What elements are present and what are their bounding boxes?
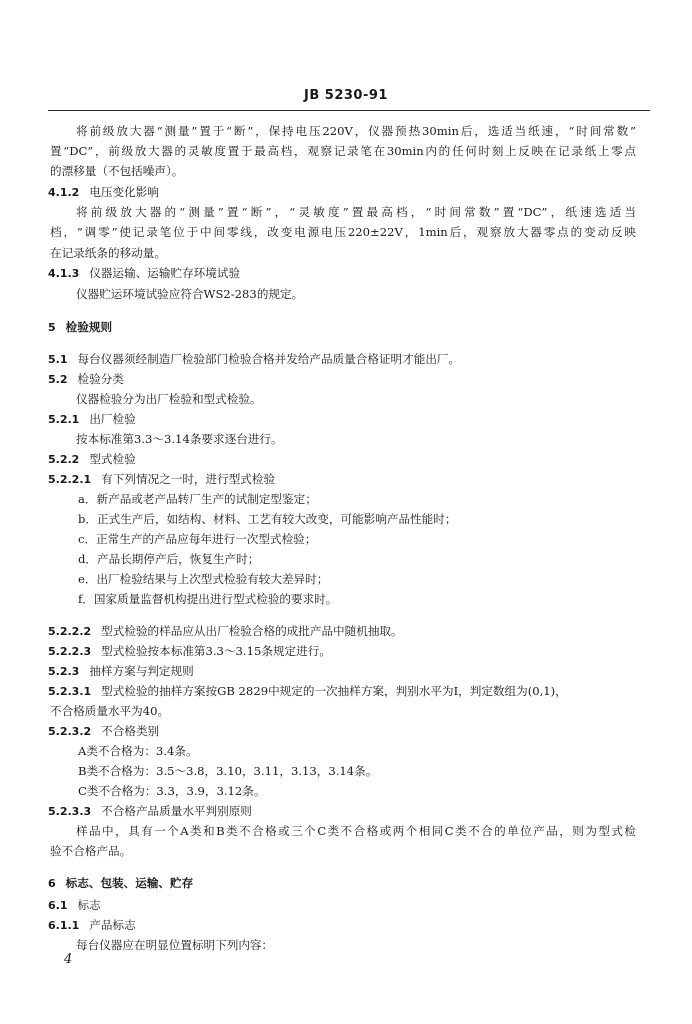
section-title: 出厂检验	[89, 412, 136, 426]
section-5-2-3-1	[48, 682, 650, 701]
section-title: 检验分类	[77, 372, 124, 386]
page-number: 4	[64, 952, 73, 967]
section-5-2	[48, 370, 650, 389]
header-rule	[48, 110, 650, 111]
section-5-2-2-3	[48, 642, 650, 661]
section-number: 6.1.1	[48, 919, 80, 932]
section-number: 6	[48, 877, 56, 890]
list-item: e．出厂检验结果与上次型式检验有较大差异时；	[78, 572, 329, 586]
section-6	[48, 874, 650, 893]
section-number: 5.1	[48, 353, 68, 366]
section-title: 型式检验	[89, 452, 136, 466]
section-number: 4.1.2	[48, 186, 80, 199]
paragraph-line: 样品中，具有一个A类和B类不合格或三个C类不合格或两个相同C类不合的单位产品，则为型式检	[76, 824, 636, 838]
section-6-1	[48, 896, 650, 915]
paragraph-line: 将前级放大器的“测量”置“断”，“灵敏度”置最高档，“时间常数”置“DC”，纸速选适当	[76, 205, 636, 219]
section-5-2-2-1	[48, 470, 650, 489]
list-item: b．正式生产后，如结构、材料、工艺有较大改变，可能影响产品性能时；	[78, 512, 457, 526]
section-5-2-2	[48, 450, 650, 469]
section-number: 5.2.1	[48, 413, 80, 426]
section-number: 5.2.3.3	[48, 805, 92, 818]
section-5-2-3-3	[48, 802, 650, 821]
class-c-line: C类不合格为：3.3，3.9，3.12条。	[78, 784, 266, 798]
section-number: 6.1	[48, 899, 68, 912]
section-number: 5.2	[48, 373, 68, 386]
section-title: 电压变化影响	[89, 185, 159, 199]
section-number: 5.2.2.2	[48, 625, 92, 638]
page-header: JB 5230-91	[304, 88, 388, 103]
section-5-1	[48, 350, 650, 369]
section-4-1-2	[48, 183, 650, 202]
paragraph-line: 仪器贮运环境试验应符合WS2-283的规定。	[76, 287, 304, 301]
list-item: c．正常生产的产品应每年进行一次型式检验；	[78, 532, 317, 546]
section-number: 5.2.2.1	[48, 473, 92, 486]
paragraph-line: 置“DC”，前级放大器的灵敏度置于最高档，观察记录笔在30min内的任何时刻上反映在记录纸上零点	[50, 144, 636, 158]
section-text: 型式检验按本标准第3.3～3.15条规定进行。	[101, 644, 331, 658]
paragraph-line: 档，“调零”使记录笔位于中间零线，改变电源电压220±22V，1min后，观察放大器零点的变动反映	[50, 225, 636, 239]
section-text: 每台仪器须经制造厂检验部门检验合格并发给产品质量合格证明才能出厂。	[77, 352, 461, 366]
section-title: 标志、包装、运输、贮存	[65, 876, 194, 890]
section-title: 不合格类别	[101, 724, 160, 738]
section-title: 标志	[77, 898, 101, 912]
section-title: 抽样方案与判定规则	[89, 664, 194, 678]
paragraph-line: 仪器检验分为出厂检验和型式检验。	[76, 392, 262, 406]
paragraph-line: 在记录纸条的移动量。	[50, 246, 166, 260]
list-item: f．国家质量监督机构提出进行型式检验的要求时。	[78, 592, 338, 606]
section-title: 仪器运输、运输贮存环境试验	[89, 266, 241, 280]
list-item: d．产品长期停产后，恢复生产时；	[78, 552, 260, 566]
section-5	[48, 318, 650, 337]
section-text: 有下列情况之一时，进行型式检验	[101, 472, 276, 486]
paragraph-line: 按本标准第3.3～3.14条要求逐台进行。	[76, 432, 283, 446]
section-title: 产品标志	[89, 918, 136, 932]
section-5-2-3-2	[48, 722, 650, 741]
paragraph-line: 验不合格产品。	[50, 844, 132, 858]
section-text: 型式检验的抽样方案按GB 2829中规定的一次抽样方案，判别水平为Ⅰ，判定数组为(0,1)，	[101, 684, 567, 698]
section-text: 型式检验的样品应从出厂检验合格的成批产品中随机抽取。	[101, 624, 403, 638]
section-5-2-3	[48, 662, 650, 681]
section-5-2-1	[48, 410, 650, 429]
section-number: 5	[48, 321, 56, 334]
class-a-line: A类不合格为：3.4条。	[78, 744, 198, 758]
section-title: 不合格产品质量水平判别原则	[101, 804, 252, 818]
section-6-1-1	[48, 916, 650, 935]
section-5-2-2-2	[48, 622, 650, 641]
paragraph-line: 的漂移量（不包括噪声）。	[50, 164, 184, 178]
list-item: a．新产品或老产品转厂生产的试制定型鉴定；	[78, 492, 317, 506]
section-number: 5.2.3.1	[48, 685, 92, 698]
section-4-1-3	[48, 264, 650, 283]
section-number: 5.2.3.2	[48, 725, 92, 738]
paragraph-line: 每台仪器应在明显位置标明下列内容：	[76, 938, 274, 952]
paragraph-line: 不合格质量水平为40。	[50, 704, 170, 718]
section-number: 5.2.2.3	[48, 645, 92, 658]
section-title: 检验规则	[65, 320, 113, 334]
class-b-line: B类不合格为：3.5～3.8，3.10，3.11，3.13，3.14条。	[78, 764, 378, 778]
section-number: 4.1.3	[48, 267, 80, 280]
paragraph-line: 将前级放大器“测量”置于“断”，保持电压220V，仪器预热30min后，选适当纸速，“时间常数”	[76, 124, 636, 138]
section-number: 5.2.2	[48, 453, 80, 466]
section-number: 5.2.3	[48, 665, 80, 678]
